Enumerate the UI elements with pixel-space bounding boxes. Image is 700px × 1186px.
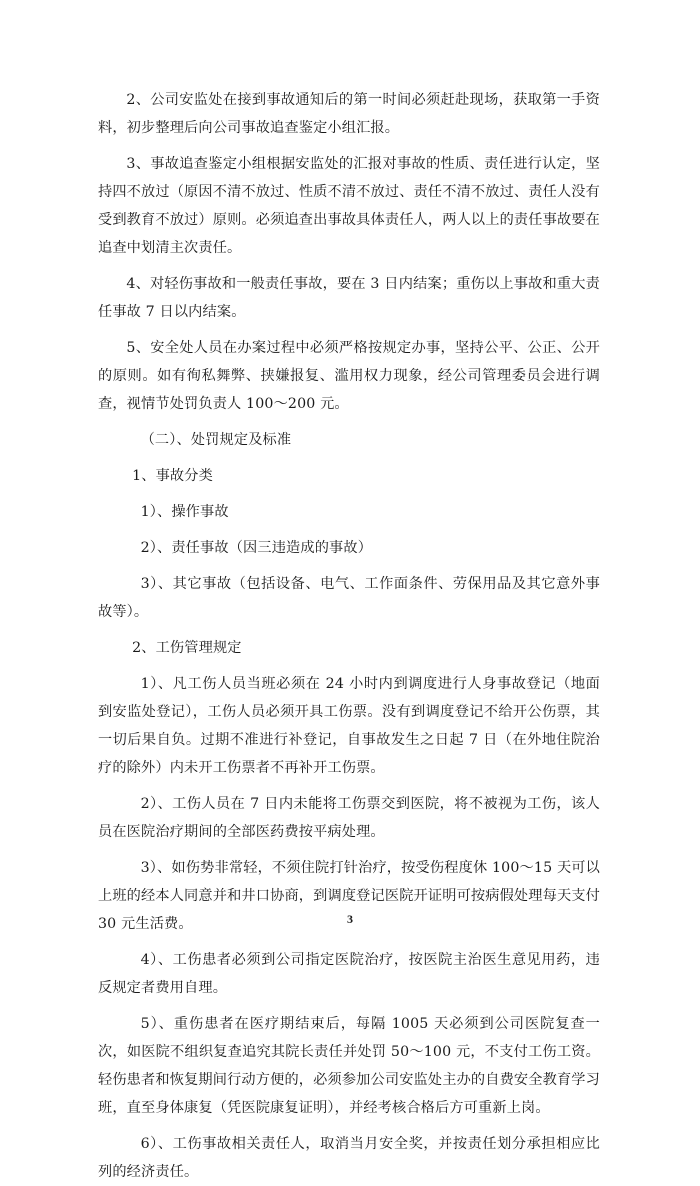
subheading-accident-classification: 1、事故分类: [132, 468, 213, 484]
rule-item-4: 4）、工伤患者必须到公司指定医院治疗，按医院主治医生意见用药，违反规定者费用自理。: [98, 952, 600, 996]
rule-item-3: 3）、如伤势非常轻，不须住院打针治疗，按受伤程度休 100～15 天可以上班的经本人同意并和井口协商，到调度登记医院开证明可按病假处理每天支付 30 元生活费。: [98, 860, 600, 932]
rule-item-5: 5）、重伤患者在医疗期结束后，每隔 1005 天必须到公司医院复查一次，如医院不组织复查追究其院长责任并处罚 50～100 元，不支付工伤工资。轻伤患者和恢复期间行动方便的，必须参加公司安监处主办的自费安全教育学习班，直至身体康复（凭医院康复证明），并经考核合格后方可重新上岗。: [98, 1016, 600, 1116]
list-item-responsibility-accident: 2）、责任事故（因三违造成的事故）: [140, 540, 373, 556]
rule-item-6: 6）、工伤事故相关责任人，取消当月安全奖，并按责任划分承担相应比列的经济责任。: [98, 1136, 600, 1180]
paragraph-3: 4、对轻伤事故和一般责任事故，要在 3 日内结案；重伤以上事故和重大责任事故 7 日以内结案。: [98, 276, 600, 320]
rule-item-1: 1）、凡工伤人员当班必须在 24 小时内到调度进行人身事故登记（地面到安监处登记），工伤人员必须开具工伤票。没有到调度登记不给开公伤票，其一切后果自负。过期不准进行补登记，自事故发生之日起 7 日（在外地住院治疗的除外）内未开工伤票者不再补开工伤票。: [98, 676, 600, 776]
list-item-other-accident: 3）、其它事故（包括设备、电气、工作面条件、劳保用品及其它意外事故等）。: [98, 576, 600, 620]
paragraph-4: 5、安全处人员在办案过程中必须严格按规定办事，坚持公平、公正、公开的原则。如有徇私舞弊、挟嫌报复、滥用权力现象，经公司管理委员会进行调查，视情节处罚负责人 100～200 元。: [98, 340, 600, 412]
rule-item-2: 2）、工伤人员在 7 日内未能将工伤票交到医院，将不被视为工伤，该人员在医院治疗期间的全部医药费按平病处理。: [98, 796, 600, 840]
paragraph-1: 2、公司安监处在接到事故通知后的第一时间必须赶赴现场，获取第一手资料，初步整理后向公司事故追查鉴定小组汇报。: [98, 92, 600, 136]
paragraph-2: 3、事故追查鉴定小组根据安监处的汇报对事故的性质、责任进行认定，坚持四不放过（原因不清不放过、性质不清不放过、责任不清不放过、责任人没有受到教育不放过）原则。必须追查出事故具体责任人，两人以上的责任事故要在追查中划清主次责任。: [98, 156, 600, 256]
subheading-work-injury-rules: 2、工伤管理规定: [132, 640, 242, 656]
document-body: [98, 86, 600, 1186]
section-heading-penalty-rules: （二）、处罚规定及标准: [140, 432, 292, 448]
page-number: 3: [347, 912, 353, 926]
list-item-operation-accident: 1）、操作事故: [140, 504, 229, 520]
